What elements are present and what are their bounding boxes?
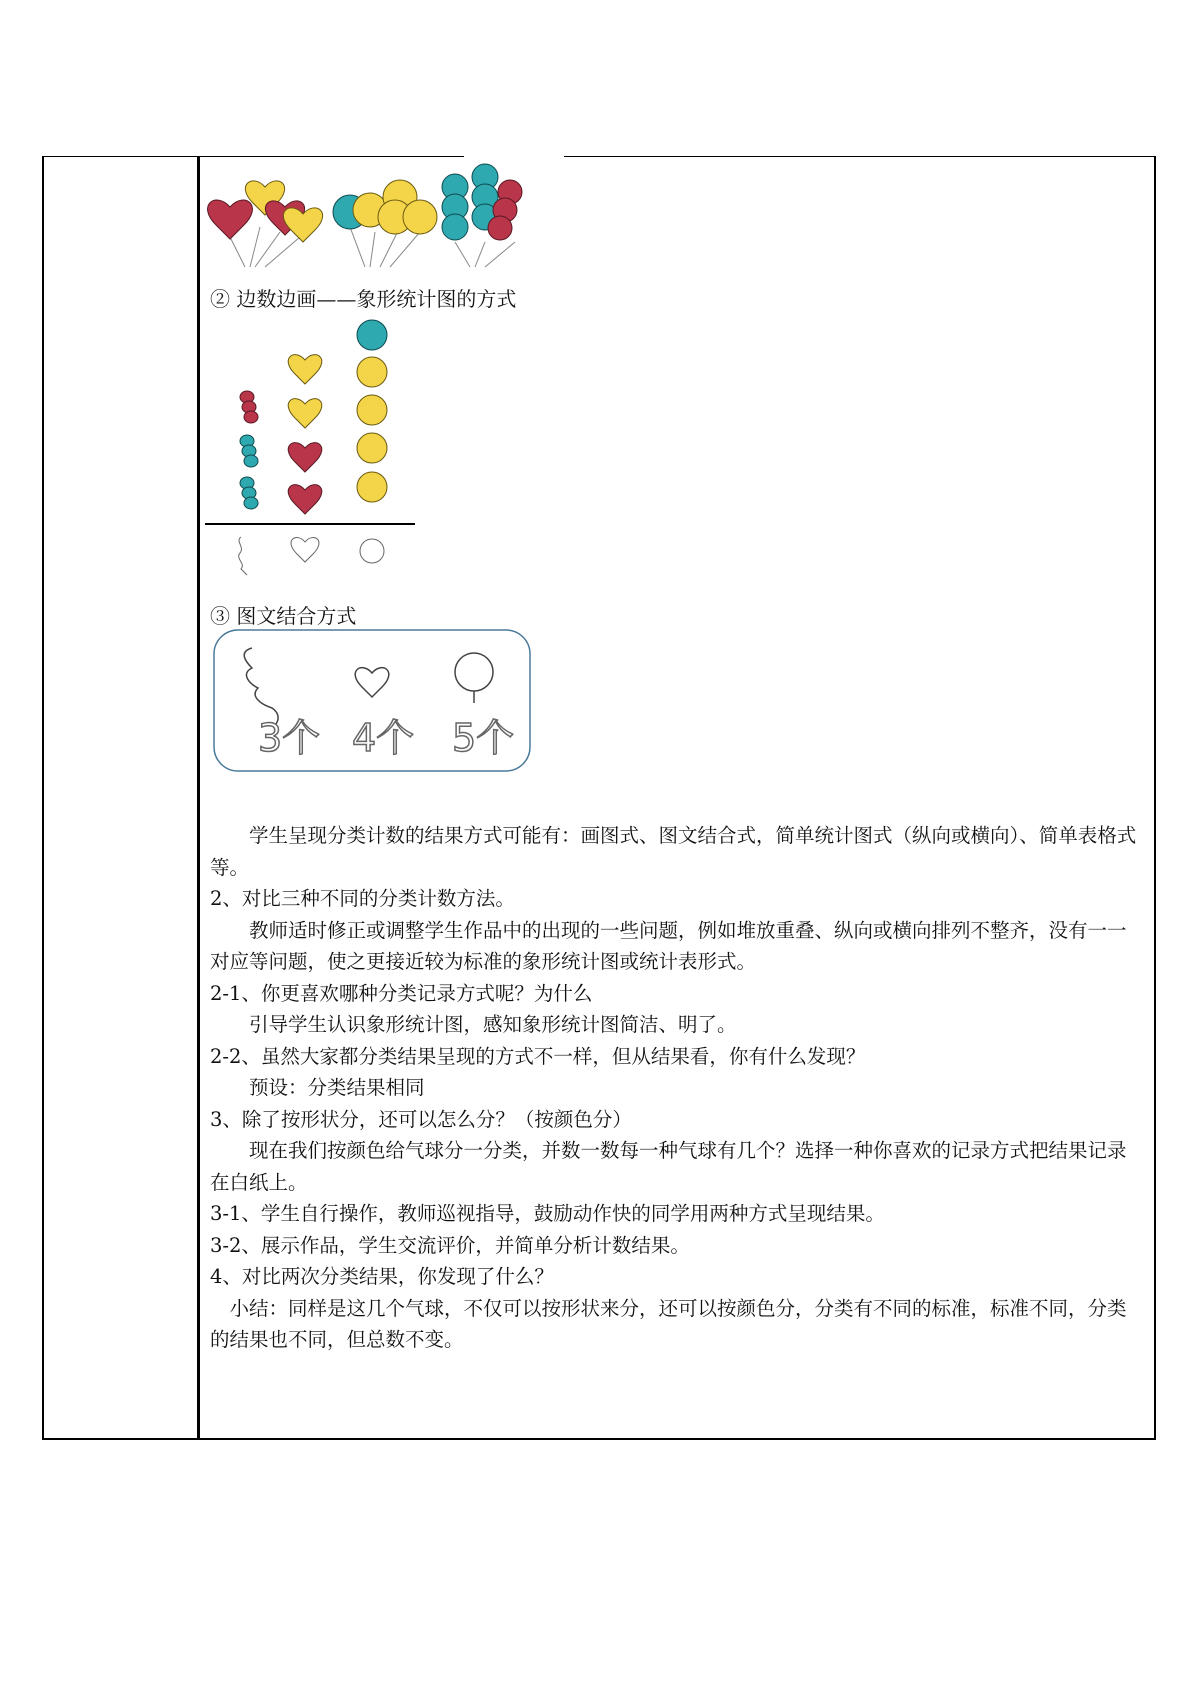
paragraph: 4、对比两次分类结果，你发现了什么？ bbox=[210, 1265, 554, 1288]
heart-outline-icon bbox=[291, 538, 319, 562]
lesson-text bbox=[210, 820, 1140, 1356]
heart-red-icon bbox=[288, 443, 322, 472]
count-label-long: 3个 bbox=[258, 716, 321, 760]
paragraph: 2-2、虽然大家都分类结果呈现的方式不一样，但从结果看，你有什么发现？ bbox=[210, 1044, 866, 1068]
section2-heading: ② 边数边画——象形统计图的方式 bbox=[210, 287, 517, 311]
round-yellow-icon bbox=[357, 395, 387, 425]
heart-yellow-icon bbox=[288, 355, 322, 384]
round-yellow-icon bbox=[357, 357, 387, 387]
paragraph: 3-1、学生自行操作，教师巡视指导，鼓励动作快的同学用两种方式呈现结果。 bbox=[210, 1202, 885, 1225]
paragraph: 2-1、你更喜欢哪种分类记录方式呢？为什么 bbox=[210, 981, 593, 1005]
picture-count-card bbox=[212, 628, 532, 773]
round-balloon-column bbox=[357, 320, 387, 502]
paragraph: 现在我们按颜色给气球分一分类，并数一数每一种气球有几个？选择一种你喜欢的记录方式把结果记录在白纸上。 bbox=[210, 1139, 1127, 1194]
heart-balloon-red bbox=[208, 200, 253, 239]
round-outline-icon bbox=[360, 539, 384, 563]
count-label-heart: 4个 bbox=[352, 716, 415, 760]
long-balloon-red-icon bbox=[240, 391, 258, 423]
round-outline-icon bbox=[455, 653, 493, 691]
long-balloon-outline-icon bbox=[244, 648, 278, 724]
round-yellow-icon bbox=[357, 433, 387, 463]
round-yellow-icon bbox=[357, 472, 387, 502]
long-balloon-teal-icon bbox=[240, 477, 258, 509]
long-balloon-column bbox=[240, 391, 258, 509]
paragraph: 教师适时修正或调整学生作品中的出现的一些问题，例如堆放重叠、纵向或横向排列不整齐，没有一一对应等问题，使之更接近较为标准的象形统计图或统计表形式。 bbox=[210, 918, 1127, 973]
heart-outline-icon bbox=[355, 668, 389, 697]
section3-heading: ③ 图文结合方式 bbox=[210, 604, 357, 628]
long-balloon-teal bbox=[442, 174, 468, 240]
long-balloon-teal-icon bbox=[240, 435, 258, 467]
round-balloon-yellow bbox=[403, 200, 437, 234]
heart-red-icon bbox=[288, 485, 322, 514]
pictograph-chart bbox=[205, 315, 425, 565]
round-teal-icon bbox=[357, 320, 387, 350]
column-divider bbox=[197, 157, 200, 1438]
top-border-gap bbox=[464, 155, 564, 159]
paragraph: 引导学生认识象形统计图，感知象形统计图简洁、明了。 bbox=[249, 1013, 737, 1036]
paragraph: 3-2、展示作品，学生交流评价，并简单分析计数结果。 bbox=[210, 1233, 690, 1257]
count-label-round: 5个 bbox=[452, 716, 515, 760]
paragraph: 小结：同样是这几个气球，不仅可以按形状来分，还可以按颜色分，分类有不同的标准，标准不同，分类的结果也不同，但总数不变。 bbox=[210, 1296, 1127, 1351]
paragraph: 学生呈现分类计数的结果方式可能有：画图式、图文结合式，简单统计图式（纵向或横向）、简单表格式等。 bbox=[210, 824, 1137, 879]
paragraph: 3、除了按形状分，还可以怎么分？（按颜色分） bbox=[210, 1107, 632, 1131]
balloon-bunches-illustration bbox=[205, 172, 565, 272]
heart-yellow-icon bbox=[288, 399, 322, 428]
paragraph: 预设：分类结果相同 bbox=[249, 1076, 425, 1099]
heart-balloon-column bbox=[288, 355, 322, 514]
paragraph: 2、对比三种不同的分类计数方法。 bbox=[210, 887, 515, 910]
